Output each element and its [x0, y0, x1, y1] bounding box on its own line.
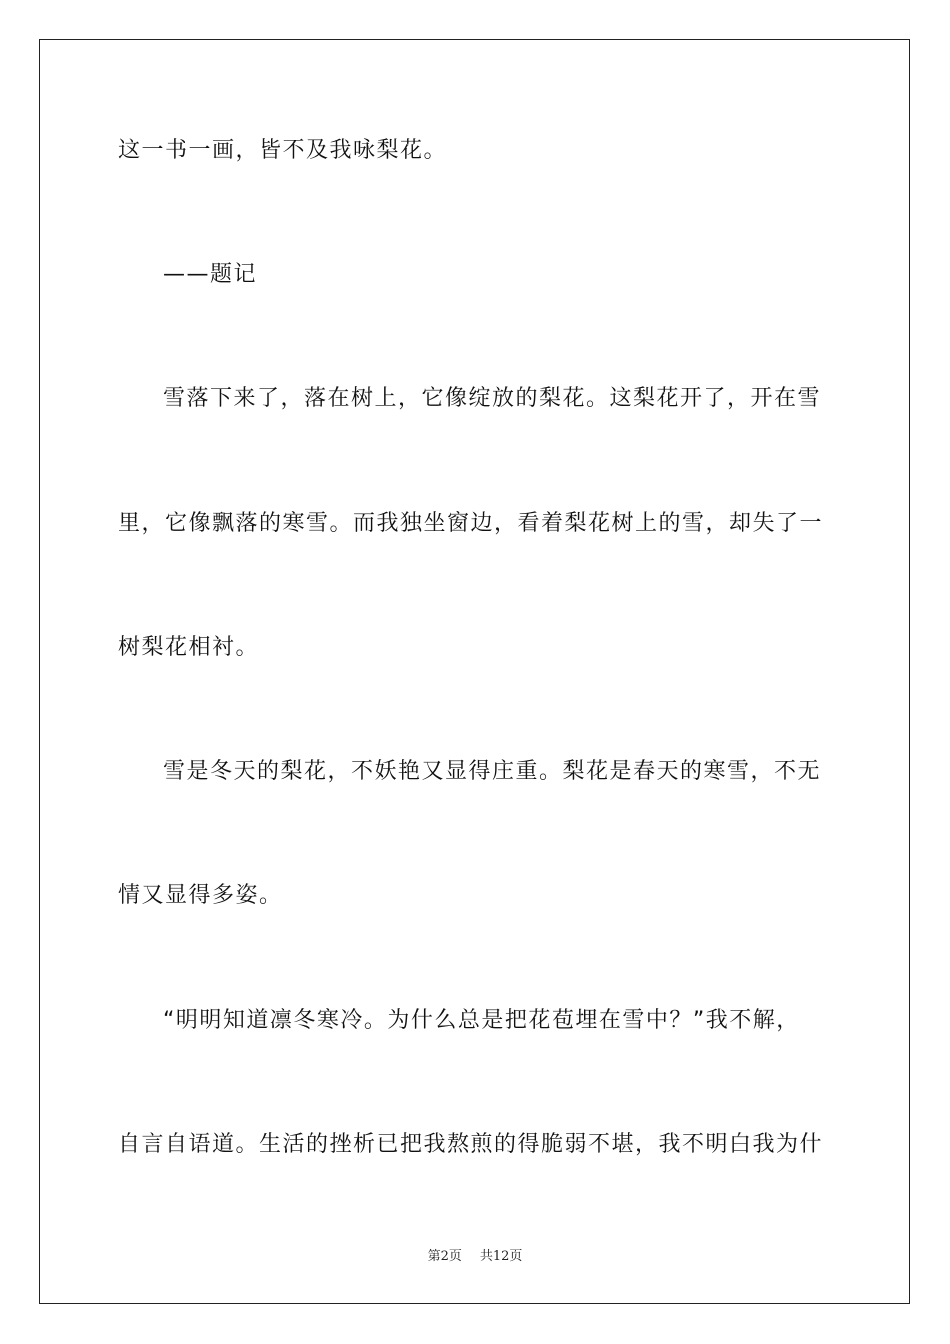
text-line-paragraph-2-end: 情又显得多姿。	[118, 883, 283, 908]
page-total: 共12页	[479, 1249, 523, 1264]
page-number: 第2页	[427, 1249, 462, 1264]
text-line-epigraph: 这一书一画，皆不及我咏梨花。	[118, 138, 448, 163]
page-frame	[39, 39, 910, 1304]
text-line-epigraph-attribution: ——题记	[163, 262, 258, 287]
text-line-paragraph-3-cont: 自言自语道。生活的挫析已把我熬煎的得脆弱不堪，我不明白我为什	[118, 1132, 824, 1157]
text-line-paragraph-3: “明明知道凛冬寒冷。为什么总是把花苞埋在雪中？”我不解，	[163, 1008, 800, 1033]
text-line-paragraph-1-end: 树梨花相衬。	[118, 635, 260, 660]
text-line-paragraph-1-cont: 里，它像飘落的寒雪。而我独坐窗边，看着梨花树上的雪，却失了一	[118, 511, 824, 536]
text-line-paragraph-2: 雪是冬天的梨花，不妖艳又显得庄重。梨花是春天的寒雪，不无	[163, 759, 822, 784]
text-line-paragraph-1: 雪落下来了，落在树上，它像绽放的梨花。这梨花开了，开在雪	[163, 386, 822, 411]
page-footer	[0, 1249, 950, 1265]
